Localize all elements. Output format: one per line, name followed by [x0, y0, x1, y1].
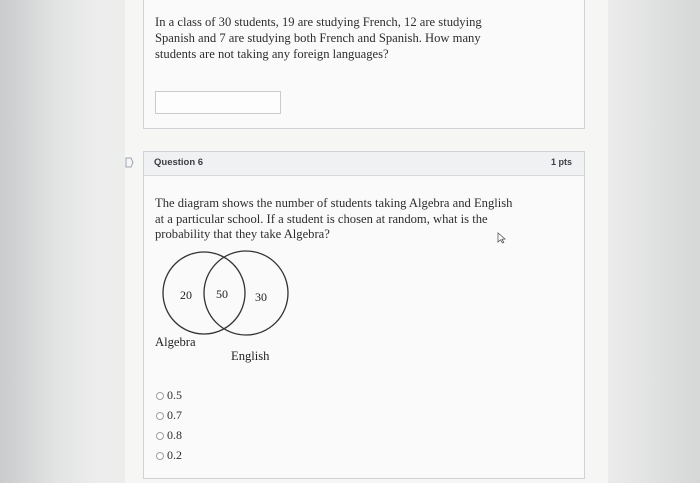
answer-option-label: 0.2 [167, 448, 182, 462]
quiz-page [125, 0, 608, 483]
venn-overlap-count: 50 [216, 287, 228, 301]
radio-button[interactable] [156, 432, 164, 440]
answer-option-label: 0.5 [167, 388, 182, 402]
question-5-card [143, 0, 585, 129]
venn-algebra-only-count: 20 [180, 288, 192, 302]
flag-question-icon[interactable] [125, 157, 134, 168]
radio-button[interactable] [156, 412, 164, 420]
mouse-cursor-icon [497, 232, 507, 244]
venn-english-label: English [231, 349, 270, 363]
radio-button[interactable] [156, 392, 164, 400]
question-5-text: In a class of 30 students, 19 are studying French, 12 are studying Spanish and 7 are studying both French and Spanish. How many students are not taking any foreign languages? [155, 15, 482, 61]
question-6-header [144, 152, 584, 176]
question-6-title: Question 6 [154, 157, 204, 168]
venn-english-only-count: 30 [255, 290, 267, 304]
answer-option-label: 0.8 [167, 428, 182, 442]
venn-algebra-label: Algebra [155, 335, 196, 349]
question-6-text: The diagram shows the number of students taking Algebra and English at a particular school. If a student is chosen at random, what is the probability that they take Algebra? [155, 196, 513, 241]
question-6-card [143, 151, 585, 479]
question-5-answer-input[interactable] [155, 91, 281, 114]
venn-diagram [153, 248, 313, 378]
answer-option-label: 0.7 [167, 408, 182, 422]
radio-button[interactable] [156, 452, 164, 460]
question-6-points: 1 pts [550, 157, 572, 167]
